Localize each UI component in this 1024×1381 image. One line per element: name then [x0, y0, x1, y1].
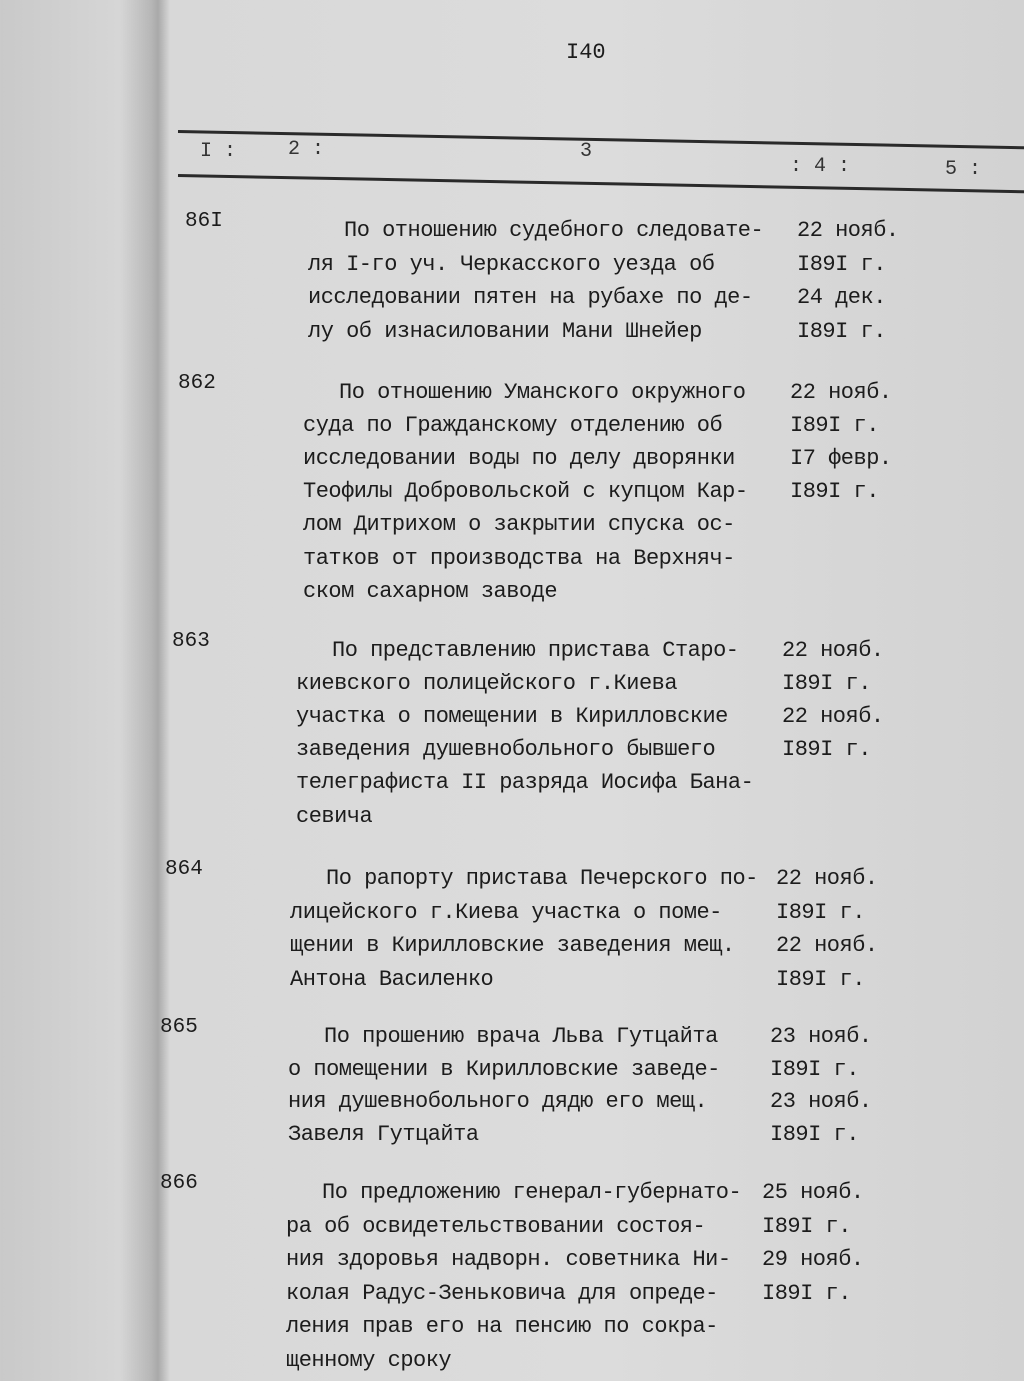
entry-text-line: ра об освидетельствовании состоя-: [286, 1213, 706, 1239]
entry-text-line: участка о помещении в Кирилловские: [296, 704, 728, 730]
entry-text-line: По рапорту пристава Печерского по-: [326, 866, 758, 891]
entry-date: I89I г.: [776, 966, 865, 992]
entry-text-line: суда по Гражданскому отделению об: [303, 413, 723, 439]
entry-number: 866: [160, 1172, 198, 1195]
entry-text-line: ния здоровья надворн. советника Ни-: [286, 1247, 731, 1273]
entry-date: 24 дек.: [797, 285, 886, 311]
entry-text-line: щении в Кирилловские заведения мещ.: [290, 933, 735, 959]
entry-text-line: щенному сроку: [286, 1348, 452, 1373]
entry-date: I89I г.: [762, 1280, 851, 1306]
entry-text-line: лом Дитрихом о закрытии спуска ос-: [303, 512, 735, 538]
entry-text-line: ления прав его на пенсию по сокра-: [286, 1314, 718, 1340]
entry-text-line: телеграфиста II разряда Иосифа Бана-: [296, 770, 754, 796]
entry-text-line: По предложению генерал-губернато-: [322, 1180, 742, 1205]
entry-date: 23 нояб.: [770, 1089, 872, 1115]
entry-date: 22 нояб.: [797, 218, 899, 243]
entry-date: I89I г.: [770, 1056, 859, 1082]
entry-text-line: о помещении в Кирилловские заведе-: [288, 1056, 720, 1082]
entry-text-line: лицейского г.Киева участка о поме-: [290, 899, 722, 925]
entry-text-line: Завеля Гутцайта: [288, 1121, 479, 1147]
entry-date: I89I г.: [782, 671, 871, 697]
entry-number: 862: [178, 372, 216, 395]
table-header-bottom-rule: [178, 174, 1024, 194]
entry-date: 25 нояб.: [762, 1180, 864, 1205]
entry-number: 864: [165, 858, 203, 881]
page-number: I40: [566, 40, 606, 65]
entry-date: 22 нояб.: [776, 933, 878, 959]
entry-text-line: По отношению судебного следовате-: [344, 218, 764, 243]
entry-date: I7 февр.: [790, 446, 892, 472]
entry-date: I89I г.: [782, 737, 871, 763]
entry-text-line: По представлению пристава Старо-: [332, 638, 739, 663]
entry-date: I89I г.: [790, 413, 879, 439]
entry-date: 22 нояб.: [782, 704, 884, 730]
header-col-3: 3: [580, 140, 593, 163]
entry-text-line: киевского полицейского г.Киева: [296, 671, 678, 697]
header-col-2: 2 :: [288, 138, 325, 161]
entry-text-line: Теофилы Добровольской с купцом Кар-: [303, 479, 748, 505]
entry-text-line: По прошению врача Льва Гутцайта: [324, 1024, 718, 1049]
entry-text-line: исследовании пятен на рубахе по де-: [308, 285, 753, 311]
entry-text-line: севича: [296, 803, 373, 829]
entry-date: 22 нояб.: [776, 866, 878, 891]
entry-date: I89I г.: [790, 479, 879, 505]
entry-text-line: колая Радус-Зеньковича для опреде-: [286, 1280, 718, 1306]
entry-number: 863: [172, 630, 210, 653]
entry-text-line: исследовании воды по делу дворянки: [303, 446, 735, 472]
header-col-4: : 4 :: [790, 155, 851, 178]
entry-text-line: ском сахарном заводе: [303, 578, 558, 604]
entry-date: 22 нояб.: [782, 638, 884, 663]
entry-date: 23 нояб.: [770, 1024, 872, 1049]
entry-date: 22 нояб.: [790, 380, 892, 405]
entry-text-line: ния душевнобольного дядю его мещ.: [288, 1089, 708, 1115]
entry-text-line: ля I-го уч. Черкасского уезда об: [308, 251, 715, 277]
entry-text-line: татков от производства на Верхняч-: [303, 545, 735, 571]
entry-text-line: По отношению Уманского окружного: [339, 380, 746, 405]
entry-text-line: лу об изнасиловании Мани Шнейер: [308, 318, 702, 344]
entry-number: 865: [160, 1016, 198, 1039]
entry-number: 86I: [185, 210, 223, 233]
entry-date: 29 нояб.: [762, 1247, 864, 1273]
entry-date: I89I г.: [770, 1121, 859, 1147]
entry-date: I89I г.: [762, 1213, 851, 1239]
header-col-5: 5 :: [945, 158, 982, 181]
entry-text-line: Антона Василенко: [290, 966, 494, 992]
entry-text-line: заведения душевнобольного бывшего: [296, 737, 716, 763]
entry-date: I89I г.: [776, 899, 865, 925]
entry-date: I89I г.: [797, 251, 886, 277]
header-col-1: I :: [200, 140, 237, 163]
entry-date: I89I г.: [797, 318, 886, 344]
